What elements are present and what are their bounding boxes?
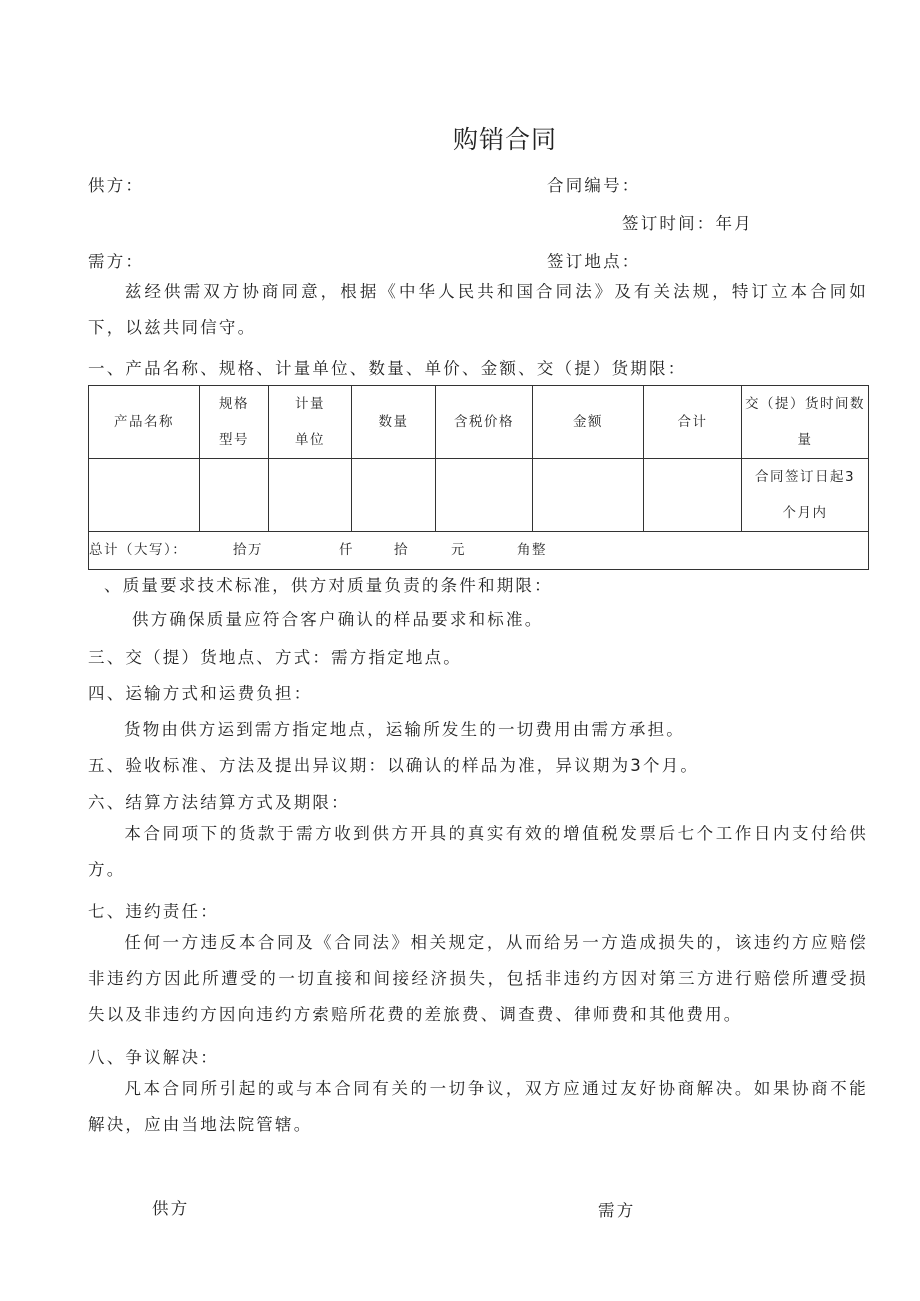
total-jiao: 角整 xyxy=(517,542,547,558)
section6-heading: 六、结算方法结算方式及期限： xyxy=(88,793,350,812)
cell-quantity xyxy=(352,459,436,532)
cell-product-name xyxy=(89,459,200,532)
table-header-row xyxy=(89,386,869,459)
total-wan: 拾万 xyxy=(233,542,263,558)
intro-paragraph xyxy=(88,274,868,346)
header-total: 合计 xyxy=(644,386,742,459)
cell-delivery xyxy=(742,459,869,532)
total-qian: 仟 xyxy=(339,542,354,558)
section4-heading: 四、运输方式和运费负担： xyxy=(88,684,313,703)
section8-paragraph xyxy=(88,1071,868,1143)
total-label: 总计（大写）： xyxy=(89,542,188,558)
section5: 五、验收标准、方法及提出异议期：以确认的样品为准，异议期为3个月。 xyxy=(88,756,700,775)
cell-delivery-line2: 个月内 xyxy=(782,505,828,521)
sign-date-label: 签订时间：年月 xyxy=(622,214,753,233)
sign-place-label: 签订地点： xyxy=(547,252,641,271)
header-spec-line1: 规格 xyxy=(219,396,249,412)
goods-table xyxy=(88,385,869,570)
header-unit-line2: 单位 xyxy=(295,432,325,448)
header-delivery-line1: 交（提）货时间数 xyxy=(745,396,865,412)
contract-no-label: 合同编号： xyxy=(547,176,641,195)
section1-heading: 一、产品名称、规格、计量单位、数量、单价、金额、交（提）货期限： xyxy=(88,359,687,378)
section2-body: 供方确保质量应符合客户确认的样品要求和标准。 xyxy=(132,610,544,629)
header-unit-line1: 计量 xyxy=(295,396,325,412)
buyer-label: 需方： xyxy=(88,252,145,271)
header-spec xyxy=(200,386,269,459)
section7-heading: 七、违约责任： xyxy=(88,902,219,921)
total-cell xyxy=(89,532,869,570)
header-quantity: 数量 xyxy=(352,386,436,459)
section6-body: 本合同项下的货款于需方收到供方开具的真实有效的增值税发票后七个工作日内支付给供方。 xyxy=(88,824,868,879)
header-product-name: 产品名称 xyxy=(89,386,200,459)
section6-paragraph xyxy=(88,816,868,888)
section3: 三、交（提）货地点、方式：需方指定地点。 xyxy=(88,648,462,667)
section7-paragraph xyxy=(88,925,868,1033)
cell-price xyxy=(436,459,533,532)
total-shi: 拾 xyxy=(394,542,409,558)
cell-amount xyxy=(533,459,644,532)
cell-total xyxy=(644,459,742,532)
header-delivery xyxy=(742,386,869,459)
signature-supplier: 供方 xyxy=(152,1199,190,1218)
signature-buyer: 需方 xyxy=(598,1201,636,1220)
table-total-row xyxy=(89,532,869,570)
table-row xyxy=(89,459,869,532)
header-delivery-line2: 量 xyxy=(797,432,813,448)
cell-spec xyxy=(200,459,269,532)
header-amount: 金额 xyxy=(533,386,644,459)
header-price: 含税价格 xyxy=(436,386,533,459)
intro-text: 兹经供需双方协商同意，根据《中华人民共和国合同法》及有关法规，特订立本合同如下，以兹共同信守。 xyxy=(88,282,868,337)
page-title: 购销合同 xyxy=(452,125,557,154)
header-spec-line2: 型号 xyxy=(219,432,249,448)
total-yuan: 元 xyxy=(451,542,466,558)
header-unit xyxy=(269,386,352,459)
supplier-label: 供方： xyxy=(88,176,145,195)
section8-body: 凡本合同所引起的或与本合同有关的一切争议，双方应通过友好协商解决。如果协商不能解决，应由当地法院管辖。 xyxy=(88,1079,868,1134)
cell-delivery-line1: 合同签订日起3 xyxy=(754,469,856,485)
cell-unit xyxy=(269,459,352,532)
section8-heading: 八、争议解决： xyxy=(88,1048,219,1067)
section2-heading: 、质量要求技术标准，供方对质量负责的条件和期限： xyxy=(104,576,553,595)
section4-body: 货物由供方运到需方指定地点，运输所发生的一切费用由需方承担。 xyxy=(124,720,685,739)
section7-body: 任何一方违反本合同及《合同法》相关规定，从而给另一方造成损失的，该违约方应赔偿非违约方因此所遭受的一切直接和间接经济损失，包括非违约方因对第三方进行赔偿所遭受损失以及非违约方因向违约方索赔所花费的差旅费、调查费、律师费和其他费用。 xyxy=(88,933,868,1024)
